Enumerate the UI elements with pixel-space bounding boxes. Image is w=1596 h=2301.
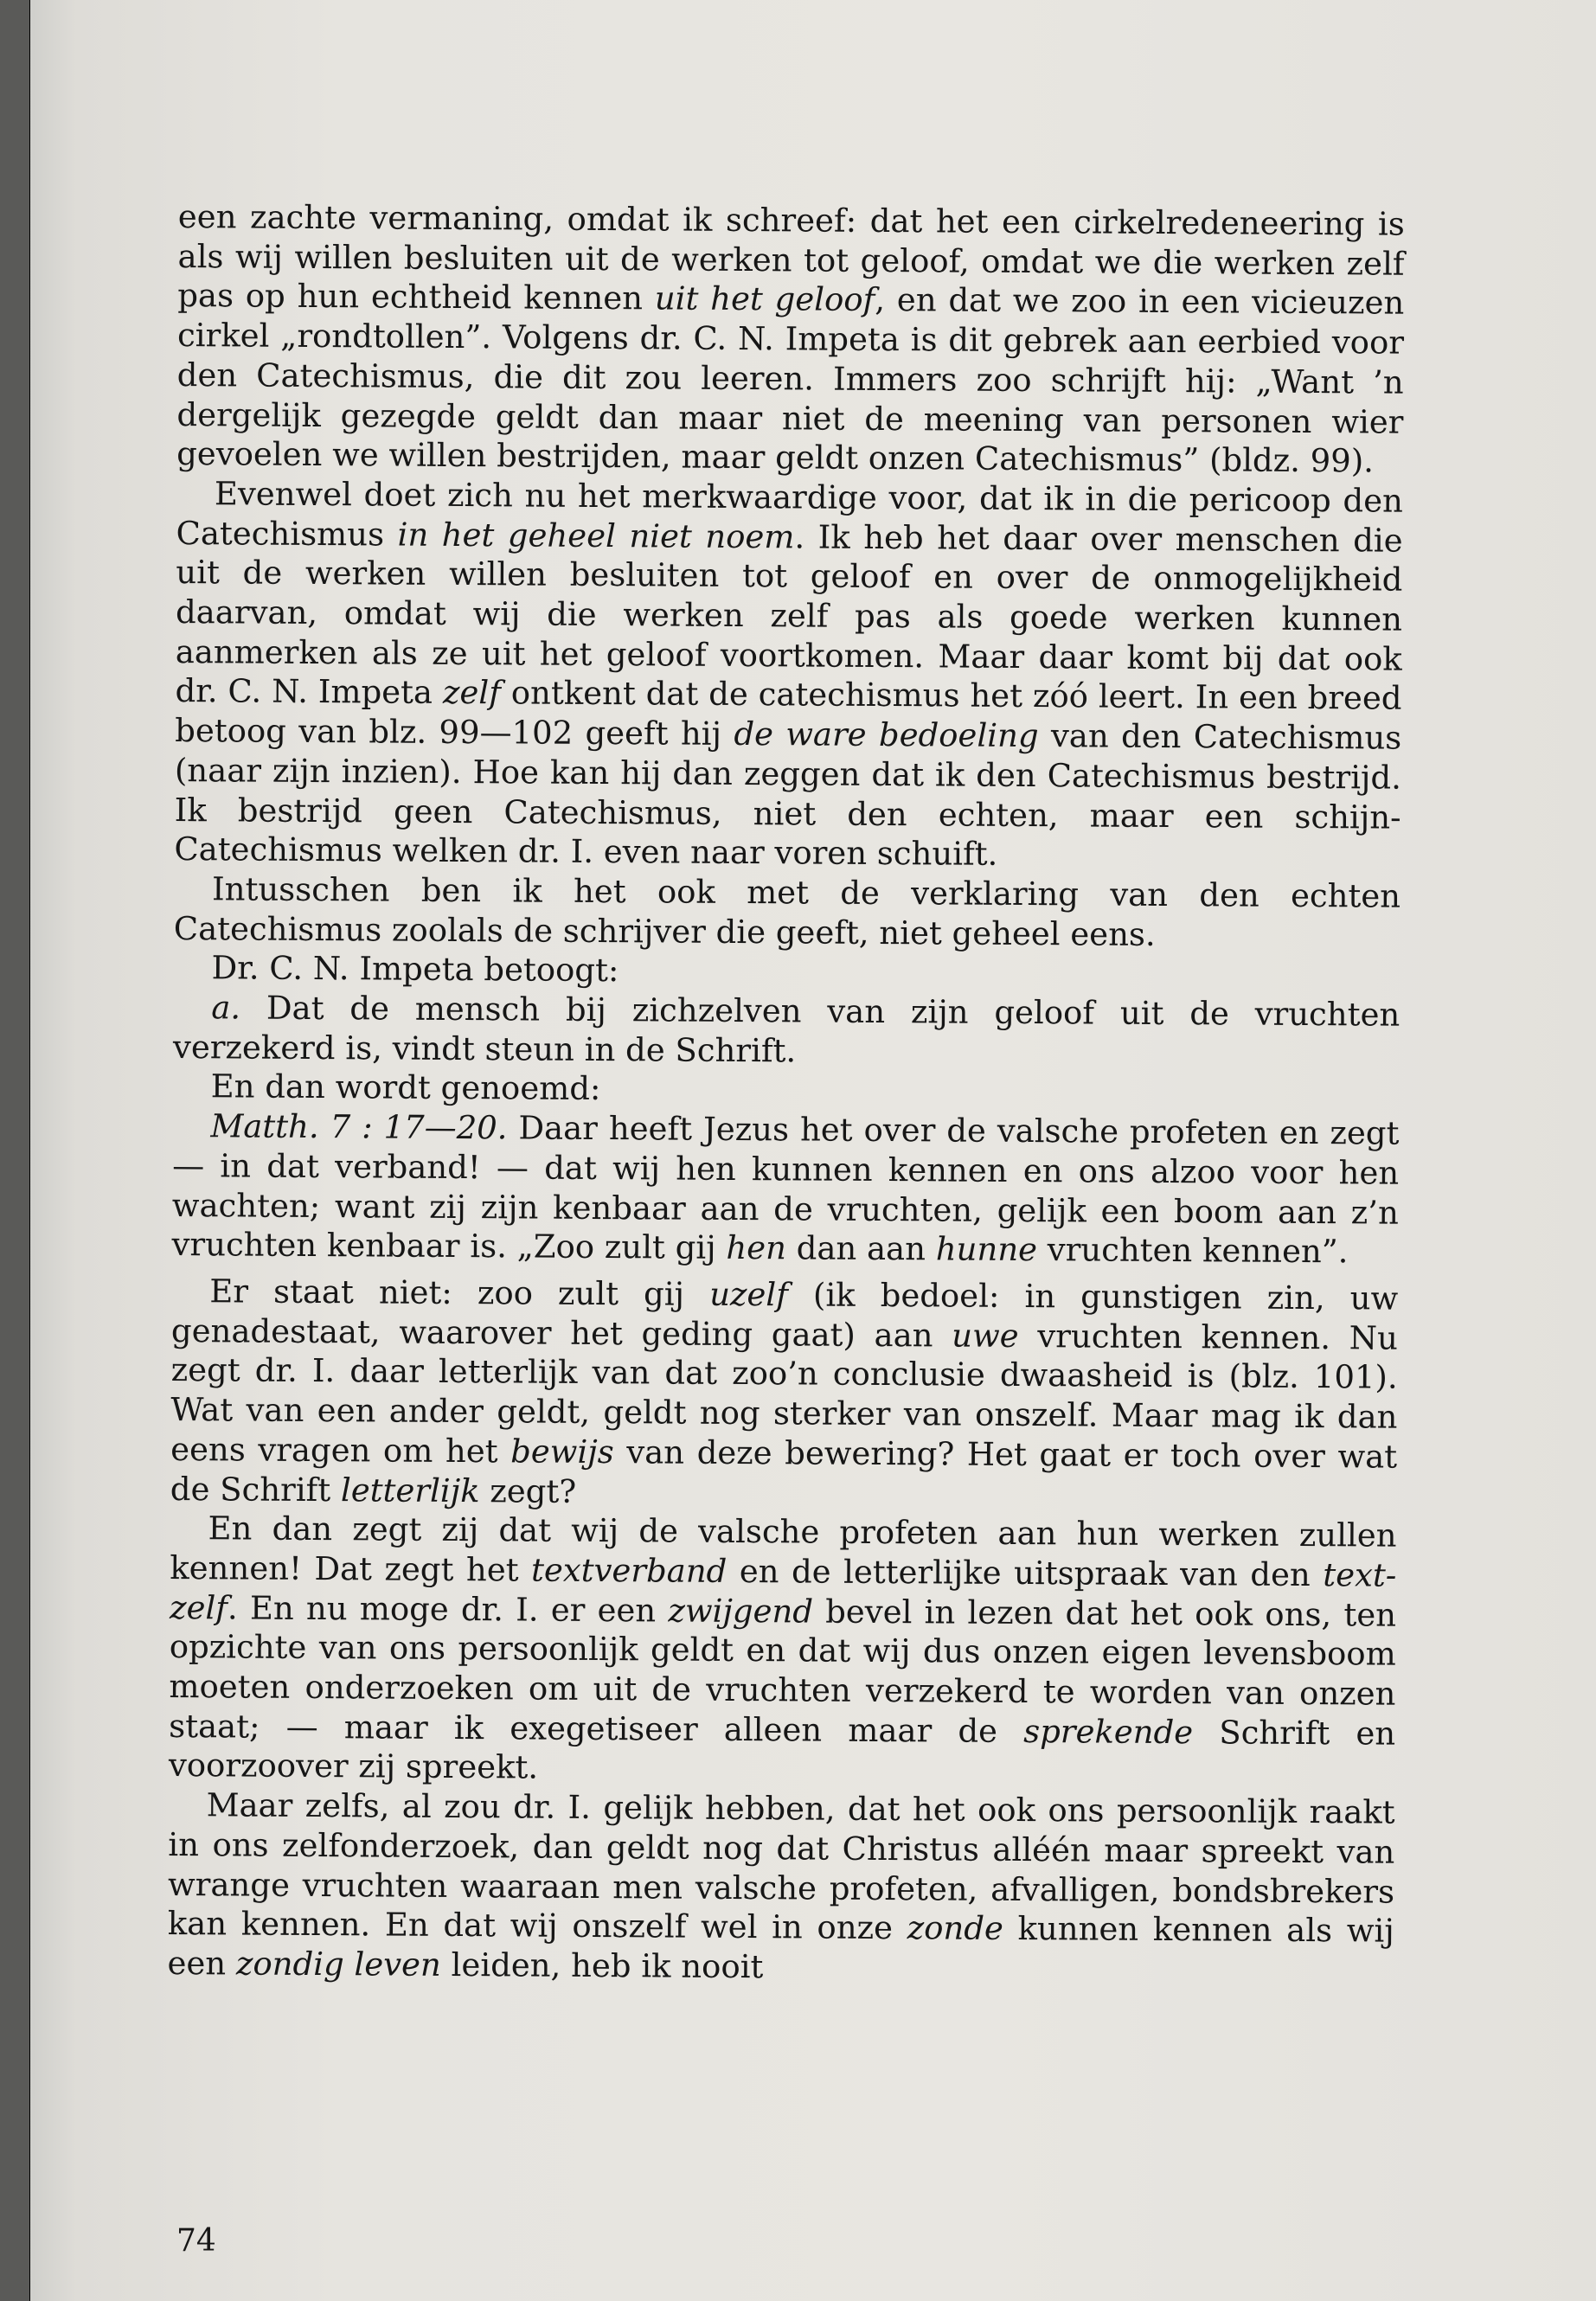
italic-text-run: text-zelf <box>169 1556 1397 1626</box>
text-run: Maar zelfs, al zou dr. I. gelijk hebben, dat het ook ons persoonlijk raakt in ons zelfonderzoek, dan geldt nog dat Christus alléén maar spreekt van wrange vruchten waaraan men valsche profeten, afvalligen, bondsbrekers kan kennen. En dat wij onszelf wel in onze <box>167 1786 1395 1947</box>
text-run: Daar heeft Jezus het over de valsche profeten en zegt — in dat verband! — dat wij hen kunnen kennen en ons alzoo voor hen wachten; want zij zijn kenbaar aan de vruchten, gelijk een boom aan z’n vruchten kenbaar is. „Zoo zult gij <box>171 1109 1400 1267</box>
italic-text-run: uwe <box>952 1317 1019 1355</box>
paragraph <box>167 1785 1394 1990</box>
italic-text-run: a. <box>211 989 241 1027</box>
text-run: Dr. C. N. Impeta betoogt: <box>211 949 619 990</box>
text-run: bevel in lezen dat het ook ons, ten opzichte van ons persoonlijk geldt en dat wij dus onzen eigen levensboom moeten onderzoeken om uit de vruchten verzekerd te worden van onzen staat; — maar ik exegetiseer alleen maar de <box>169 1593 1397 1750</box>
text-run: Er staat niet: zoo zult gij <box>209 1272 710 1313</box>
body-text <box>167 197 1405 1990</box>
italic-text-run: zonde <box>907 1909 1004 1948</box>
italic-text-run: letterlijk <box>340 1471 480 1509</box>
text-run: . En nu moge dr. I. er een <box>227 1588 669 1630</box>
italic-text-run: bewijs <box>510 1433 614 1471</box>
book-page <box>29 0 1596 2301</box>
italic-text-run: zelf <box>442 674 502 712</box>
paragraph <box>170 1272 1399 1516</box>
italic-text-run: uit het geloof <box>654 279 875 319</box>
text-run: kunnen kennen als wij een <box>167 1910 1394 1983</box>
paragraph <box>171 1106 1399 1272</box>
text-run: En dan wordt genoemd: <box>210 1067 601 1108</box>
text-run: . Ik heb het daar over menschen die uit de werken willen besluiten tot geloof en over de onmogelijkheid daarvan, omdat wij die werken zelf pas als goede werken kunnen aanmerken als ze uit het geloof voortkomen. Maar daar komt bij dat ook dr. C. N. Impeta <box>175 517 1403 712</box>
page-edge <box>29 0 30 2301</box>
text-run: ontkent dat de catechismus het zóó leert. In een breed betoog van blz. 99—102 geeft hij <box>175 674 1402 753</box>
text-run: en de letterlijke uitspraak van den <box>727 1552 1324 1594</box>
text-run: Schrift en voorzoover zij spreekt. <box>168 1713 1396 1786</box>
paragraph <box>174 474 1403 877</box>
text-run: Evenwel doet zich nu het merkwaardige voor, dat ik in die pericoop den Catechismus <box>176 475 1404 554</box>
text-run: van deze bewering? Het gaat er toch over wat de Schrift <box>170 1433 1398 1509</box>
italic-text-run: Matth. 7 : 17—20. <box>210 1107 508 1147</box>
text-run: Intusschen ben ik het ook met de verklaring van den echten Catechismus zoolals de schrijver die geeft, niet geheel eens. <box>173 870 1401 953</box>
page-number: 74 <box>176 2223 216 2259</box>
text-run: van den Catechismus (naar zijn inzien). Hoe kan hij dan zeggen dat ik den Catechismus bestrijd. Ik bestrijd geen Catechismus, niet den echten, maar een schijn-Catechismus welken dr. I. even naar voren schuift. <box>174 717 1402 874</box>
text-run: zegt? <box>479 1471 577 1510</box>
paragraph <box>174 869 1401 956</box>
italic-text-run: hen <box>726 1229 787 1267</box>
italic-text-run: zondig leven <box>235 1945 441 1984</box>
text-run: leiden, heb ik nooit <box>440 1945 764 1986</box>
paragraph <box>173 988 1401 1074</box>
text-run: vruchten kennen”. <box>1036 1231 1349 1271</box>
italic-text-run: textverband <box>530 1551 727 1590</box>
italic-text-run: in het geheel niet noem <box>397 516 795 555</box>
italic-text-run: sprekende <box>1023 1712 1194 1751</box>
italic-text-run: hunne <box>935 1230 1038 1269</box>
paragraph <box>169 1509 1397 1793</box>
text-run: Dat de mensch bij zichzelven van zijn geloof uit de vruchten verzekerd is, vindt steun in de Schrift. <box>172 989 1401 1070</box>
text-run: een zachte vermaning, omdat ik schreef: dat het een cirkelredeneering is als wij willen besluiten uit de werken tot geloof, omdat we die werken zelf pas op hun echtheid kennen <box>177 197 1405 317</box>
italic-text-run: zwijgend <box>668 1592 814 1631</box>
paragraph <box>176 197 1405 482</box>
text-run: (ik bedoel: in gunstigen zin, uw genadestaat, waarover het geding gaat) aan <box>170 1276 1399 1355</box>
italic-text-run: de ware bedoeling <box>734 715 1039 755</box>
text-run: , en dat we zoo in een vicieuzen cirkel „rondtollen”. Volgens dr. C. N. Impeta is dit gebrek aan eerbied voor den Catechismus, die dit zou leeren. Immers zoo schrijft hij: „Want ’n dergelijk gezegde geldt dan maar niet de meening van personen wier gevoelen we willen bestrijden, maar geldt onzen Catechismus” (bldz. 99). <box>176 281 1405 480</box>
text-run: dan aan <box>785 1229 936 1268</box>
italic-text-run: uzelf <box>709 1275 789 1314</box>
text-run: vruchten kennen. Nu zegt dr. I. daar letterlijk van dat zoo’n conclusie dwaasheid is (blz. 101). Wat van een ander geldt, geldt nog sterker van onszelf. Maar mag ik dan eens vragen om het <box>170 1317 1399 1471</box>
text-run: En dan zegt zij dat wij de valsche profeten aan hun werken zullen kennen! Dat zegt het <box>170 1509 1397 1589</box>
